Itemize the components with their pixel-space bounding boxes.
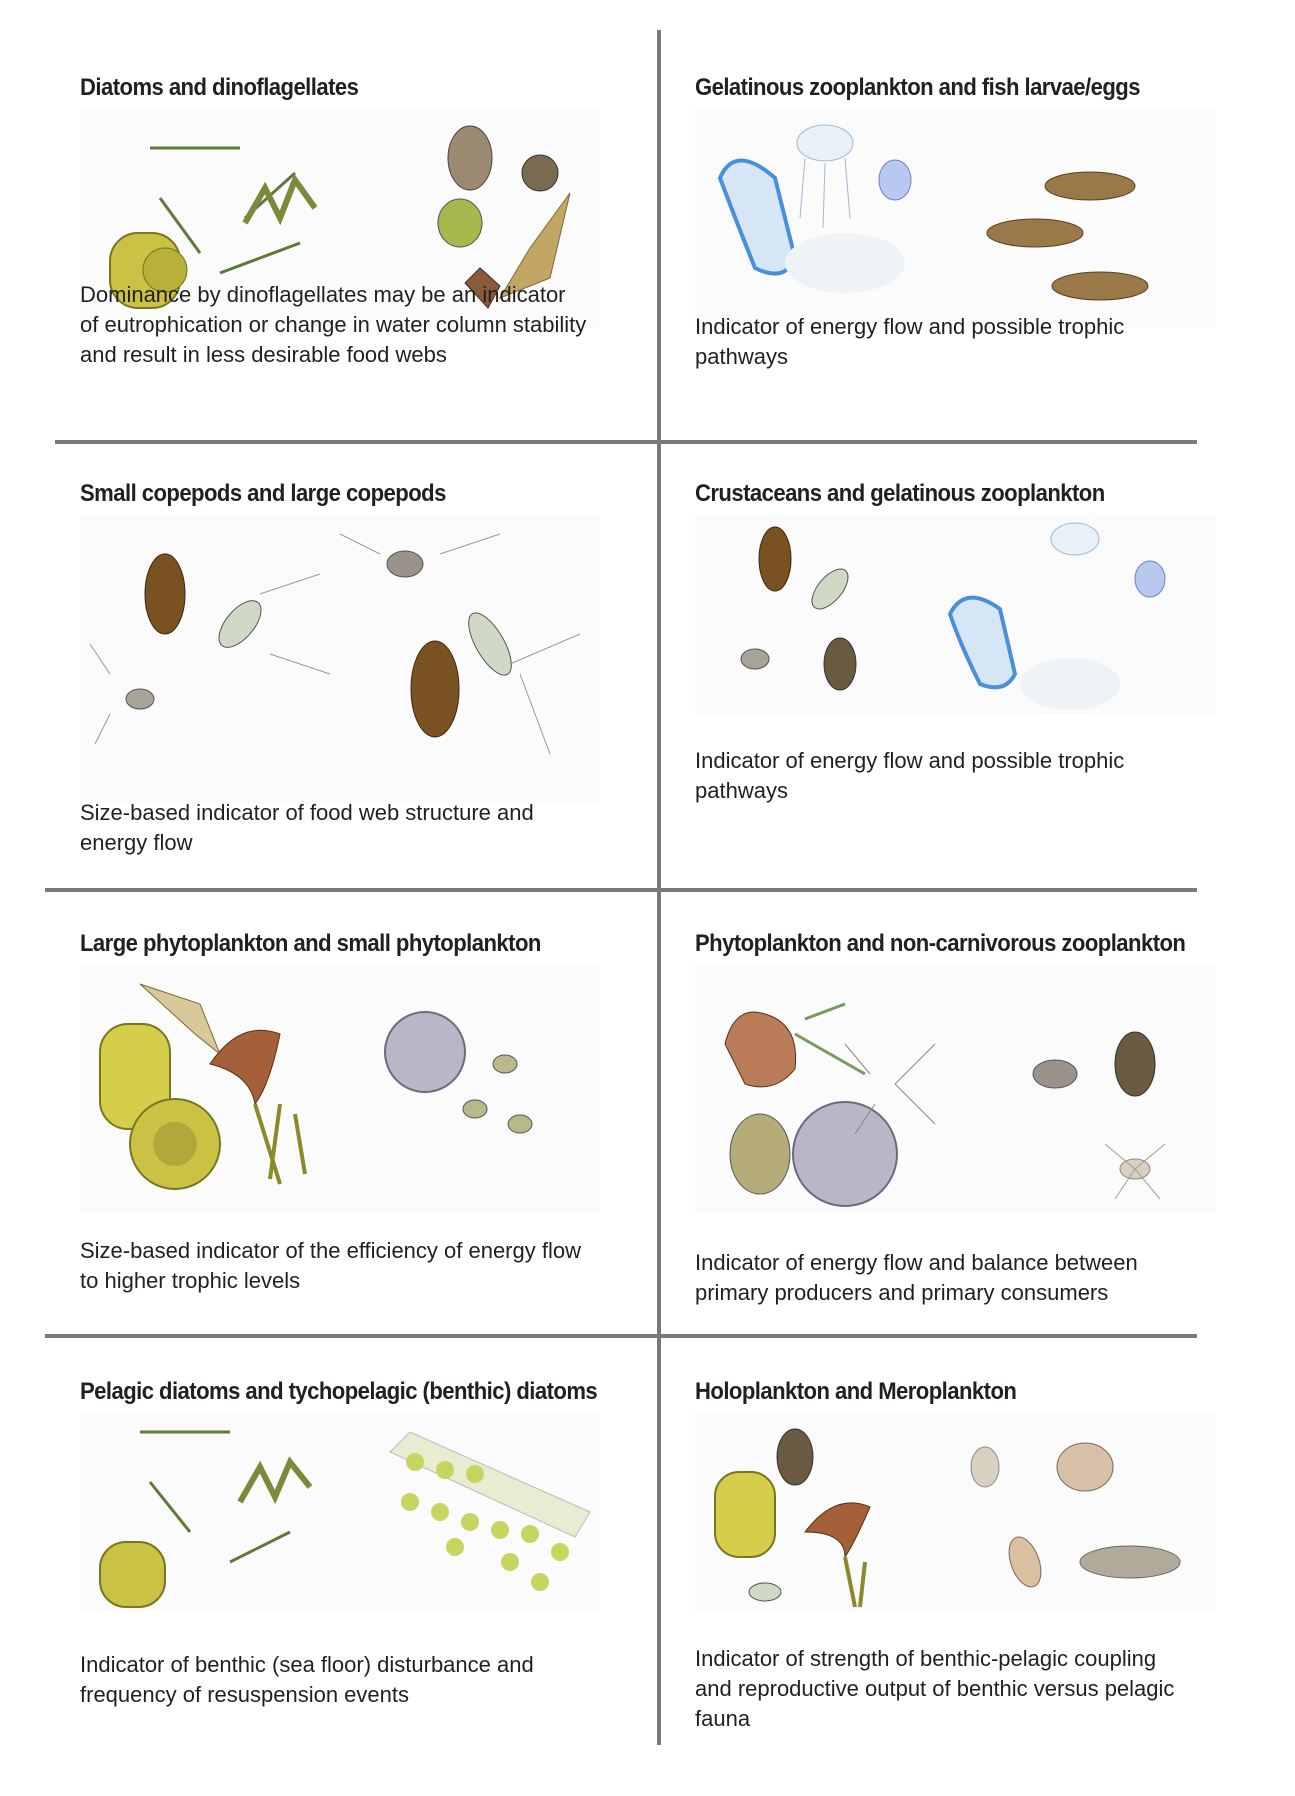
panel-description: Size-based indicator of food web structure and energy flow [80,800,534,855]
horizontal-divider-2 [45,888,1197,892]
panel-title: Diatoms and dinoflagellates [80,74,359,101]
panel-description: Indicator of energy flow and possible trophic pathways [695,314,1125,369]
panel-description: Dominance by dinoflagellates may be an indicator of eutrophication or change in water column stability and result in less desirable food webs [80,282,587,367]
panel-title: Small copepods and large copepods [80,480,446,507]
pelagic-benthic-diatoms-illustration [80,1412,600,1612]
gelatinous-fish-illustration [695,108,1215,328]
panel-description: Indicator of benthic (sea floor) disturbance and frequency of resuspension events [80,1652,534,1707]
panel-title: Gelatinous zooplankton and fish larvae/eggs [695,74,1140,101]
horizontal-divider-1 [55,440,1197,444]
panel-title: Pelagic diatoms and tychopelagic (benthic) diatoms [80,1378,598,1405]
panel-title: Holoplankton and Meroplankton [695,1378,1017,1405]
panel-description: Indicator of energy flow and balance between primary producers and primary consumers [695,1250,1138,1305]
holoplankton-meroplankton-illustration [695,1412,1215,1612]
panel-description: Indicator of strength of benthic-pelagic coupling and reproductive output of benthic versus pelagic fauna [695,1646,1175,1731]
panel-title: Phytoplankton and non-carnivorous zooplankton [695,930,1186,957]
horizontal-divider-3 [45,1334,1197,1338]
panel-title: Crustaceans and gelatinous zooplankton [695,480,1105,507]
copepods-illustration [80,514,600,804]
large-small-phytoplankton-illustration [80,964,600,1214]
panel-description: Size-based indicator of the efficiency of energy flow to higher trophic levels [80,1238,581,1293]
panel-title: Large phytoplankton and small phytoplankton [80,930,541,957]
crustaceans-gelatinous-illustration [695,514,1215,714]
panel-description: Indicator of energy flow and possible trophic pathways [695,748,1125,803]
phytoplankton-zooplankton-illustration [695,964,1215,1214]
